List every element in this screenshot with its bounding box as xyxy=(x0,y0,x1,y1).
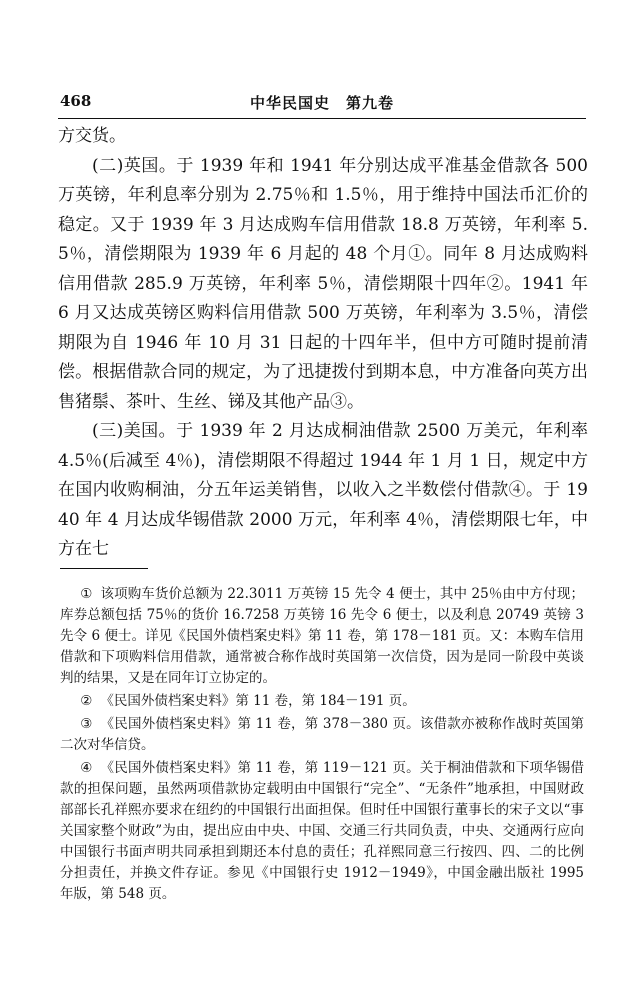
footnote-mark: ② xyxy=(80,693,93,709)
footnote-text: 《民国外债档案史料》第 11 卷，第 119－121 页。关于桐油借款和下项华锡借款的担保问题，虽然两项借款协定载明由中国银行“完全”、“无条件”地承担，中国财政部部长孔祥熙亦要求在纽约的中国银行出面担保。但时任中国银行董事长的宋子文以“事关国家整个财政”为由，提出应由中央、中国、交通三行共同负责，中央、交通两行应向中国银行书面声明共同承担到期还本付息的责任；孔祥熙同意三行按四、四、二的比例分担责任，并换文件存证。参见《中国银行史 1912－1949》，中国金融出版社 1995 年版，第 548 页。 xyxy=(60,760,584,902)
paragraph-continuation: 方交货。 xyxy=(58,126,126,146)
page-header xyxy=(60,92,584,114)
footnote-1 xyxy=(60,584,584,689)
page-number: 468 xyxy=(60,92,92,110)
footnote-3 xyxy=(60,714,584,756)
footnote-2 xyxy=(60,691,584,712)
header-rule xyxy=(58,118,586,119)
running-title: 中华民国史 第九卷 xyxy=(249,94,394,112)
footnote-separator xyxy=(60,568,148,569)
footnote-mark: ① xyxy=(80,586,93,602)
footnote-4 xyxy=(60,758,584,905)
paragraph-britain: (二)英国。于 1939 年和 1941 年分别达成平准基金借款各 500 万英镑，年利息率分别为 2.75％和 1.5％，用于维持中国法币汇价的稳定。又于 1939 年 3 月达成购车信用借款 18.8 万英镑，年利率 5.5％，清偿期限为 1939 年 6 月起的 48 个月①。同年 8 月达成购料信用借款 285.9 万英镑，年利率 5％，清偿期限十四年②。1941 年 6 月又达成英镑区购料信用借款 500 万英镑，年利率为 3.5％，清偿期限为自 1946 年 10 月 31 日起的十四年半，但中方可随时提前清偿。根据借款合同的规定，为了迅捷拨付到期本息，中方准备向英方出售猪鬃、茶叶、生丝、锑及其他产品③。 xyxy=(58,155,588,412)
footnotes xyxy=(60,584,584,907)
footnote-text: 该项购车货价总额为 22.3011 万英镑 15 先令 4 便士，其中 25％由中方付现；库券总额包括 75％的货价 16.7258 万英镑 16 先令 6 便士，以及利息 20749 英镑 3 先令 6 便士。详见《民国外债档案史料》第 11 卷，第 178－181 页。又：本购车信用借款和下项购料信用借款，通常被合称作战时英国第一次信贷，因为是同一阶段中英谈判的结果，又是在同年订立协定的。 xyxy=(60,586,584,686)
body-text xyxy=(58,122,588,565)
footnote-text: 《民国外债档案史料》第 11 卷，第 184－191 页。 xyxy=(100,693,416,709)
footnote-text: 《民国外债档案史料》第 11 卷，第 378－380 页。该借款亦被称作战时英国第二次对华信贷。 xyxy=(60,716,584,753)
paragraph-usa: (三)美国。于 1939 年 2 月达成桐油借款 2500 万美元，年利率 4.5％(后减至 4％)，清偿期限不得超过 1944 年 1 月 1 日，规定中方在国内收购桐油，分五年运美销售，以收入之半数偿付借款④。于 1940 年 4 月达成华锡借款 2000 万元，年利率 4％，清偿期限七年，中方在七 xyxy=(58,421,588,559)
footnote-mark: ④ xyxy=(80,760,93,776)
footnote-mark: ③ xyxy=(80,716,93,732)
